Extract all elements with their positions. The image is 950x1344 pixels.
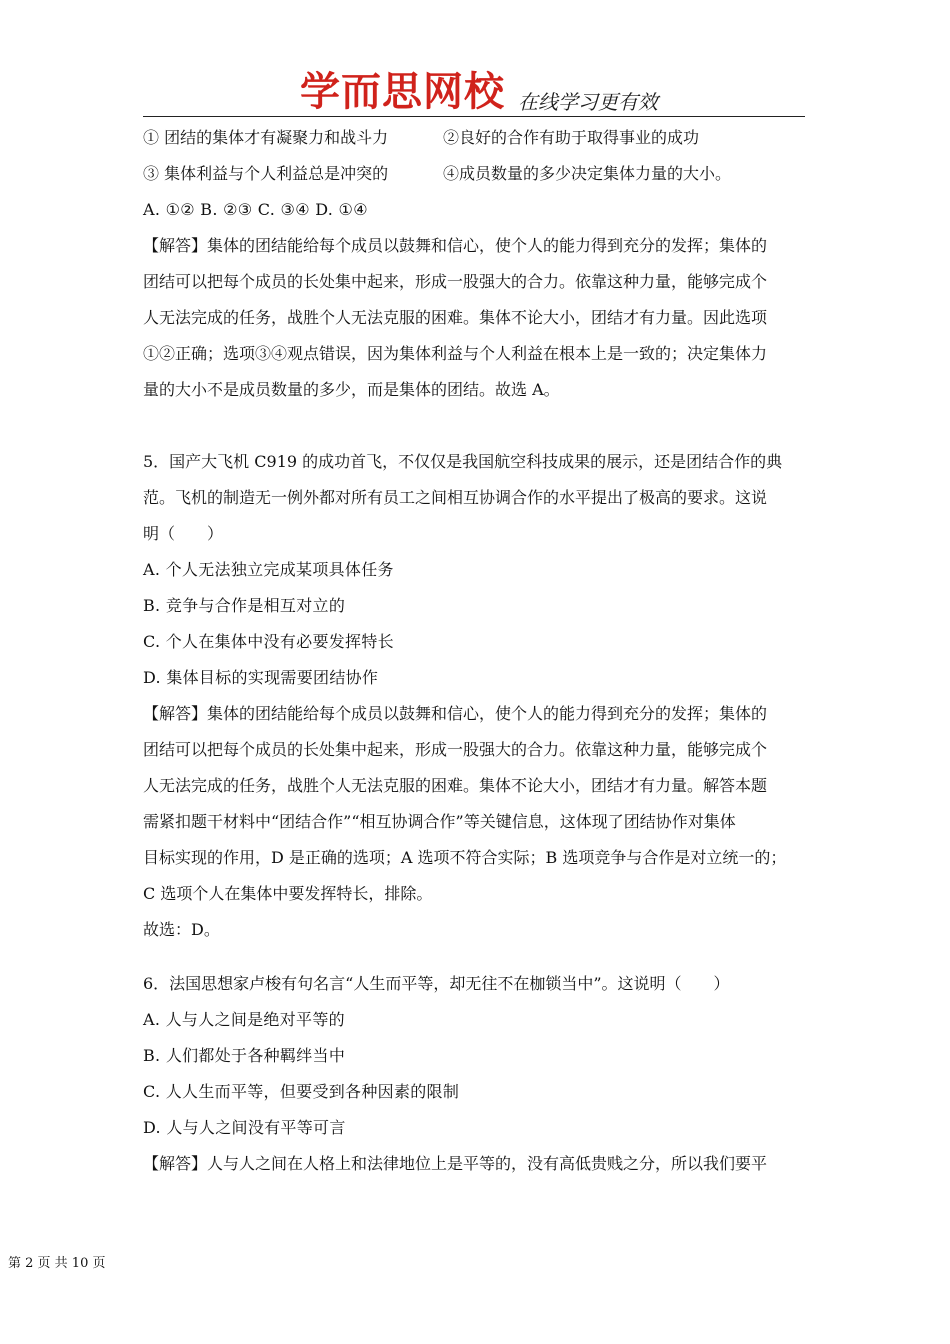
- q4-choices: A. ①② B. ②③ C. ③④ D. ①④: [143, 200, 368, 219]
- page-footer: 第 2 页 共 10 页: [8, 1256, 106, 1271]
- answer-line: 人无法完成的任务，战胜个人无法克服的困难。集体不论大小，团结才有力量。因此选项: [143, 308, 768, 327]
- answer-line: 故选：D。: [143, 920, 220, 939]
- answer-line: 团结可以把每个成员的长处集中起来，形成一股强大的合力。依靠这种力量，能够完成个: [143, 740, 768, 759]
- q5-option-d: D. 集体目标的实现需要团结协作: [143, 668, 379, 687]
- answer-line: 量的大小不是成员数量的多少，而是集体的团结。故选 A。: [143, 380, 560, 399]
- q5-stem-line: 5．国产大飞机 C919 的成功首飞，不仅仅是我国航空科技成果的展示，还是团结合作的典: [143, 452, 783, 471]
- q5-option-b: B. 竞争与合作是相互对立的: [143, 596, 346, 615]
- q6-stem: 6．法国思想家卢梭有句名言“人生而平等，却无往不在枷锁当中”。这说明（ ）: [143, 974, 730, 993]
- brand-tagline: 在线学习更有效: [518, 90, 658, 114]
- brand-logo: 学而思网校: [300, 69, 505, 115]
- answer-line: 【解答】人与人之间在人格上和法律地位上是平等的，没有高低贵贱之分，所以我们要平: [143, 1154, 768, 1173]
- q6-option-c: C. 人人生而平等，但要受到各种因素的限制: [143, 1082, 460, 1101]
- page-header: [0, 0, 950, 120]
- q6-option-d: D. 人与人之间没有平等可言: [143, 1118, 346, 1137]
- answer-line: C 选项个人在集体中要发挥特长，排除。: [143, 884, 433, 903]
- q4-option-1: ① 团结的集体才有凝聚力和战斗力: [143, 128, 389, 147]
- q5-stem-line: 范。飞机的制造无一例外都对所有员工之间相互协调合作的水平提出了极高的要求。这说: [143, 488, 768, 507]
- header-divider: [143, 116, 805, 117]
- q6-option-b: B. 人们都处于各种羁绊当中: [143, 1046, 346, 1065]
- q4-option-4: ④成员数量的多少决定集体力量的大小。: [443, 164, 732, 183]
- q4-options-row-2: [143, 156, 808, 192]
- q5-option-a: A. 个人无法独立完成某项具体任务: [143, 560, 394, 579]
- question-6: [143, 966, 808, 1182]
- answer-line: 【解答】集体的团结能给每个成员以鼓舞和信心，使个人的能力得到充分的发挥；集体的: [143, 704, 768, 723]
- answer-line: ①②正确；选项③④观点错误，因为集体利益与个人利益在根本上是一致的；决定集体力: [143, 344, 768, 363]
- q4-option-2: ②良好的合作有助于取得事业的成功: [443, 128, 700, 147]
- q5-stem-line: 明（ ）: [143, 524, 224, 543]
- q4-answer: [143, 228, 808, 408]
- question-5: [143, 444, 808, 948]
- answer-line: 【解答】集体的团结能给每个成员以鼓舞和信心，使个人的能力得到充分的发挥；集体的: [143, 236, 768, 255]
- q5-option-c: C. 个人在集体中没有必要发挥特长: [143, 632, 394, 651]
- q4-option-3: ③ 集体利益与个人利益总是冲突的: [143, 164, 389, 183]
- answer-line: 目标实现的作用，D 是正确的选项；A 选项不符合实际；B 选项竞争与合作是对立统一的；: [143, 848, 787, 867]
- answer-line: 团结可以把每个成员的长处集中起来，形成一股强大的合力。依靠这种力量，能够完成个: [143, 272, 768, 291]
- document-body: [143, 120, 808, 1182]
- answer-line: 人无法完成的任务，战胜个人无法克服的困难。集体不论大小，团结才有力量。解答本题: [143, 776, 768, 795]
- answer-line: 需紧扣题干材料中“团结合作”“相互协调合作”等关键信息，这体现了团结协作对集体: [143, 812, 736, 831]
- q4-options-row-1: [143, 120, 808, 156]
- q6-option-a: A. 人与人之间是绝对平等的: [143, 1010, 345, 1029]
